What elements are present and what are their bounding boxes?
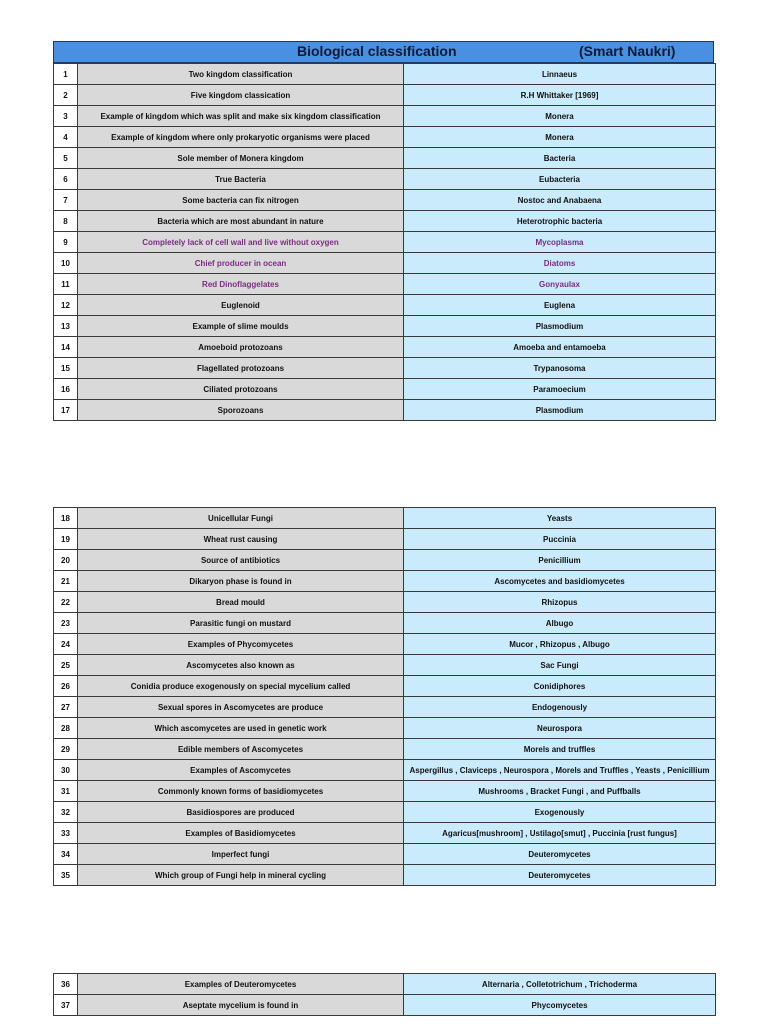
question-cell: Unicellular Fungi [78,508,404,529]
answer-cell: Deuteromycetes [404,865,716,886]
table-row [54,760,716,781]
row-number: 5 [54,148,78,169]
question-cell: Bread mould [78,592,404,613]
question-cell: Aseptate mycelium is found in [78,995,404,1016]
row-number: 15 [54,358,78,379]
table-row [54,358,716,379]
question-cell: Commonly known forms of basidiomycetes [78,781,404,802]
answer-cell: Agaricus[mushroom] , Ustilago[smut] , Puccinia [rust fungus] [404,823,716,844]
table-row [54,697,716,718]
table-row [54,508,716,529]
question-cell: Which ascomycetes are used in genetic work [78,718,404,739]
table-row [54,781,716,802]
question-cell: Which group of Fungi help in mineral cycling [78,865,404,886]
row-number: 10 [54,253,78,274]
question-cell: Completely lack of cell wall and live without oxygen [78,232,404,253]
row-number: 33 [54,823,78,844]
question-cell: Sporozoans [78,400,404,421]
answer-cell: Euglena [404,295,716,316]
table-row [54,739,716,760]
row-number: 34 [54,844,78,865]
answer-cell: Linnaeus [404,64,716,85]
table-row [54,613,716,634]
table-row [54,802,716,823]
answer-cell: Penicillium [404,550,716,571]
row-number: 6 [54,169,78,190]
answer-cell: Morels and truffles [404,739,716,760]
table-row [54,148,716,169]
table-row [54,64,716,85]
question-cell: Examples of Deuteromycetes [78,974,404,995]
answer-cell: Plasmodium [404,316,716,337]
answer-cell: Eubacteria [404,169,716,190]
question-cell: Flagellated protozoans [78,358,404,379]
row-number: 1 [54,64,78,85]
question-cell: Examples of Ascomycetes [78,760,404,781]
table-row [54,316,716,337]
question-cell: Red Dinoflaggelates [78,274,404,295]
question-cell: Dikaryon phase is found in [78,571,404,592]
table-row [54,550,716,571]
answer-cell: Yeasts [404,508,716,529]
classification-table-2 [53,507,716,886]
answer-cell: Diatoms [404,253,716,274]
answer-cell: Mushrooms , Bracket Fungi , and Puffballs [404,781,716,802]
table-row [54,169,716,190]
question-cell: Example of kingdom where only prokaryotic organisms were placed [78,127,404,148]
answer-cell: Deuteromycetes [404,844,716,865]
answer-cell: Monera [404,127,716,148]
row-number: 37 [54,995,78,1016]
table-row [54,85,716,106]
table-row [54,634,716,655]
table-row [54,844,716,865]
row-number: 3 [54,106,78,127]
answer-cell: Albugo [404,613,716,634]
row-number: 25 [54,655,78,676]
row-number: 19 [54,529,78,550]
table-row [54,400,716,421]
answer-cell: Phycomycetes [404,995,716,1016]
question-cell: Sole member of Monera kingdom [78,148,404,169]
question-cell: Edible members of Ascomycetes [78,739,404,760]
table-row [54,211,716,232]
answer-cell: Conidiphores [404,676,716,697]
table-row [54,379,716,400]
table-row [54,571,716,592]
row-number: 9 [54,232,78,253]
question-cell: Bacteria which are most abundant in nature [78,211,404,232]
answer-cell: Ascomycetes and basidiomycetes [404,571,716,592]
question-cell: Conidia produce exogenously on special mycelium called [78,676,404,697]
answer-cell: R.H Whittaker [1969] [404,85,716,106]
answer-cell: Trypanosoma [404,358,716,379]
answer-cell: Heterotrophic bacteria [404,211,716,232]
row-number: 2 [54,85,78,106]
table-row [54,676,716,697]
table-row [54,865,716,886]
answer-cell: Sac Fungi [404,655,716,676]
classification-table-1 [53,63,716,421]
row-number: 26 [54,676,78,697]
answer-cell: Gonyaulax [404,274,716,295]
answer-cell: Neurospora [404,718,716,739]
table-row [54,337,716,358]
question-cell: Source of antibiotics [78,550,404,571]
table-row [54,655,716,676]
question-cell: Ascomycetes also known as [78,655,404,676]
row-number: 17 [54,400,78,421]
question-cell: Two kingdom classification [78,64,404,85]
row-number: 7 [54,190,78,211]
row-number: 11 [54,274,78,295]
row-number: 29 [54,739,78,760]
answer-cell: Monera [404,106,716,127]
question-cell: Examples of Phycomycetes [78,634,404,655]
answer-cell: Rhizopus [404,592,716,613]
question-cell: Basidiospores are produced [78,802,404,823]
table-row [54,592,716,613]
question-cell: Chief producer in ocean [78,253,404,274]
answer-cell: Amoeba and entamoeba [404,337,716,358]
row-number: 23 [54,613,78,634]
answer-cell: Alternaria , Colletotrichum , Trichoderma [404,974,716,995]
classification-table-3 [53,973,716,1016]
row-number: 30 [54,760,78,781]
row-number: 16 [54,379,78,400]
row-number: 27 [54,697,78,718]
row-number: 4 [54,127,78,148]
answer-cell: Aspergillus , Claviceps , Neurospora , Morels and Truffles , Yeasts , Penicillium [404,760,716,781]
row-number: 31 [54,781,78,802]
answer-cell: Exogenously [404,802,716,823]
question-cell: Examples of Basidiomycetes [78,823,404,844]
page-title: Biological classification [297,43,457,59]
row-number: 14 [54,337,78,358]
question-cell: Five kingdom classication [78,85,404,106]
table-row [54,295,716,316]
question-cell: Example of kingdom which was split and make six kingdom classification [78,106,404,127]
question-cell: Ciliated protozoans [78,379,404,400]
question-cell: Imperfect fungi [78,844,404,865]
row-number: 20 [54,550,78,571]
table-row [54,190,716,211]
table-row [54,529,716,550]
answer-cell: Plasmodium [404,400,716,421]
answer-cell: Endogenously [404,697,716,718]
table-row [54,823,716,844]
question-cell: Example of slime moulds [78,316,404,337]
answer-cell: Nostoc and Anabaena [404,190,716,211]
row-number: 24 [54,634,78,655]
row-number: 21 [54,571,78,592]
table-row [54,274,716,295]
table-row [54,995,716,1016]
question-cell: Amoeboid protozoans [78,337,404,358]
row-number: 18 [54,508,78,529]
table-row [54,127,716,148]
question-cell: Some bacteria can fix nitrogen [78,190,404,211]
question-cell: Parasitic fungi on mustard [78,613,404,634]
row-number: 8 [54,211,78,232]
question-cell: Sexual spores in Ascomycetes are produce [78,697,404,718]
title-bar [53,41,714,63]
table-row [54,253,716,274]
answer-cell: Bacteria [404,148,716,169]
question-cell: Euglenoid [78,295,404,316]
table-row [54,974,716,995]
answer-cell: Puccinia [404,529,716,550]
row-number: 28 [54,718,78,739]
question-cell: Wheat rust causing [78,529,404,550]
answer-cell: Mucor , Rhizopus , Albugo [404,634,716,655]
row-number: 13 [54,316,78,337]
answer-cell: Paramoecium [404,379,716,400]
table-row [54,106,716,127]
answer-cell: Mycoplasma [404,232,716,253]
row-number: 35 [54,865,78,886]
row-number: 32 [54,802,78,823]
row-number: 22 [54,592,78,613]
table-row [54,232,716,253]
question-cell: True Bacteria [78,169,404,190]
row-number: 36 [54,974,78,995]
source-label: (Smart Naukri) [579,43,676,59]
table-row [54,718,716,739]
row-number: 12 [54,295,78,316]
